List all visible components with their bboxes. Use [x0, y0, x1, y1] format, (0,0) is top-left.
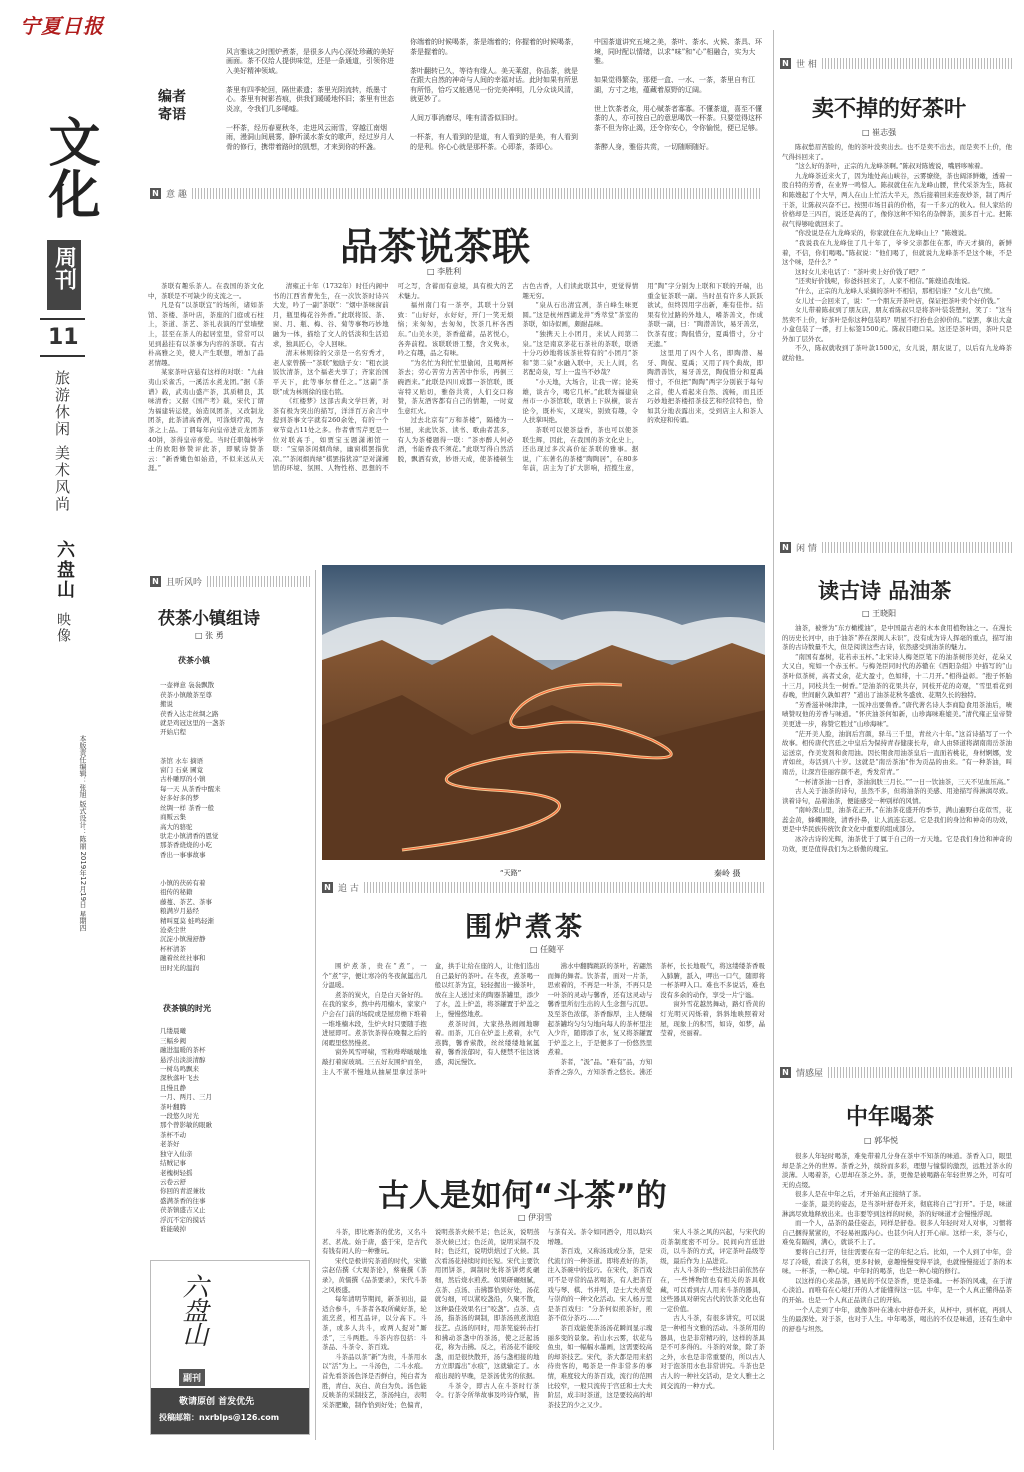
section-title: 文化 [39, 115, 100, 219]
editor-note: 风言雅谈之时围炉煮茶，是很多人内心深处珍藏的美好画面。茶不仅给人提供味觉，还是一条通道，引领你进入美好精神领域。 茶里有四季轮回，隔世素遗；茶里光阴流转，纸墨寸心。茶里有树影苔痕，供我们暖暖地怀旧；茶里有世态炎凉，令我们几多唏嘘。 一杯茶，经历春夏秋冬，走进风云雨雪，穿越江南烟雨，漫洞山间晨雾，静听溪水茶女的歌声，经过岁月人骨的修行，携带着路时的凯想，才来到你的杯盏。 你端着的时候喝茶，茶是端着的；你握着的时候喝茶，茶是握着的。 茶叶翻转已久，等待有缘人。美天莱甜，你品茶，就是在跟大自然的神奇与人间的幸福对话。此时如果有所思有所悟，恰巧又能遇见一份完美神明，几分众谈风清，就更妙了。 人间万事消磨尽，唯有清香似旧时。 一杯茶，有人看到的是道，有人看到的是美，有人看到的是利。你心心就是那杯茶。心即茶，茶即心。 中国茶道讲究五境之美，茶叶、茶水、火候、茶具、环境，同时配以情绪，以求“味”和“心”相融合，实为大雅。 如果觉得繁杂，那便一盒、一水、一茶，茶里自有江湖，方寸之地，蕴藏着原野的辽阔。 世上饮茶者众，用心赋茶者寡寡。不懂茶道，喜至不懂茶的人，亦可按自己的意思喝饮一杯茶。只要觉得这杯茶不但为你止渴，还令你安心，令你愉悦，便已足够。 茶醉人身，雅俗共赏，一切随顺随好。 [226, 38, 762, 151]
masthead [0, 0, 145, 1472]
liupanshan-calligraphy: 六盘山 [178, 1273, 208, 1345]
leisure-byline: □ 王晓阳 [862, 609, 897, 618]
leisure-body: 油茶，被誉为“东方橄榄油”，是中国最古老的木本食用植物油之一。在漫长的历史长河中，由于油茶“养在深闺人未识”，没有成为诗人挥毫的重点，描写油茶的古诗数量不大，但是阅读这些古诗，依然感受到油茶的魅力。 “南国有嘉树，花若赤玉杯。”北宋诗人梅尧臣笔下的油茶树形美好，花朵又大又白，宛如一个赤玉杯。与梅尧臣同时代的苏辙在《西阳杂组》中描写的“山茶叶似茶树，高者丈余，花大盈寸，色如绯，十二月开。”相得益彰。“抱子怀胎十三月，同枝共生一树香。”是油茶的花果共存，同枝开花的奇观，“雪里看花到春晚，世间耐久孰如君？”道出了油茶花秋冬盛放、花期久长的独特。 “芳香滋补味津津，一饭冲出要鲁香。”唐代著名诗人李商隐食用茶油后，啧啧赞叹他的芳香与味道。“怀庆油茶何如新，山珍海味难媲美。”清代雍正皇帝赞美更进一步，称赞它胜过“山珍海味”。 “茫开美人脸，油润后宫颜，驿马三千里，青丝六十年。”这首诗描写了一个故事。相传唐代宫廷之中皇后为保持青春健康长寿，命人由驿道将湖南南岳茶油运送京，作美发剂和食用油。因长期食用油茶皇后一直面若桃花，身材婀娜，发青如丝，寿活到八十岁。这就是“南岳茶油”作为贡品的由来。“有一种茶油，叫南岳，让深宫佳丽容颜不老，秀发常青。” “一杯清茶油一日香，茶油润肤三月长。”“一日一饮油茶，三天不见血压高。” 古人关于油茶的诗句，虽然不多，但将油茶的美感、用途描写得淋漓尽致。读着诗句，品着油茶，便能感受一种别样的风情。 “南岭深山里，油茶花正开。”在油茶花盛开的季节，满山遍野白花似雪，花蕊金黄，蜂蝶围绕，清香扑鼻，让人流连忘返。它是我们的身边和神奇的功效，更是中华民族传统饮食文化中重要的组成部分。 冰冷古诗的光辉，油茶优于了属于自己的一方天地。它是我们身边和神奇的功效，更是值得我们为之骄傲的瑰宝。 [782, 624, 1012, 853]
douchao-body: 斗茶，即比赛茶的优劣，又名斗茗、茗战。始于唐，盛于宋，是古代有钱有闲人的一种雅玩。 宋代是极讲究茶道的时代，宋徽宗赵佶撰《大观茶论》，蔡襄撰《茶录》，黄儒撰《品茶要录》，宋代斗茶之风极盛。 每年清明节期间，新茶初出，最适合参斗，斗茶者各取所藏好茶，轮流烹煮，相互品评，以分高下。斗茶，或多人共斗，或两人捉对“厮杀”，三斗两胜。斗茶内容包括：斗茶品、斗茶令、茶百戏。 斗茶品以茶“新”为贵，斗茶用水以“活”为上。一斗汤色，二斗水痕。首先看茶汤色泽是否鲜白，纯白者为胜，青白、灰白、黄白为负。汤色能反映茶的采制技艺，茶汤纯白，表明采茶肥嫩，制作恰到好处；色偏青，说明蒸茶火候不足；色泛灰，说明蒸茶火候已过；色泛黄，说明采制不及时；色泛红，说明烘焙过了火候。其次看汤花持续时间长短。宋代主要饮用团饼茶，调制时先将茶饼烤炙碾细，然后烧水煎煮。如果研碾细腻，点茶、点汤、击拂都恰到好处，汤花就匀细，可以紧咬盏沿，久聚不散，这种最佳效果名曰“咬盏”。点茶、点汤，指茶汤的调制，即茶汤煎煮沏泡技艺。点汤的同时，用茶筅旋转击打和拂动茶盏中的茶汤，使之泛起汤花，称为击拂。反之，若汤花不能咬盏，而是很快散开，汤与盏相接的地方立即露出“水痕”，这就输定了。水痕出现的早晚，是茶汤优劣的依据。 斗茶令，即古人在斗茶时行茶令。行茶令所举故事及吟诗作赋，皆与茶有关。茶令如同酒令，用以助兴增趣。 茶百戏，又称汤戏或分茶，是宋代流行的一种茶道。即将煮好的茶，注入茶碗中的技巧。在宋代，茶百戏可不是寻常的品茗喝茶，有人把茶百戏与琴、棋、书并列，是士大夫喜爱与崇尚的一种文化活动。宋人杨万里是茶百戏归：“分茶何似煎茶好，煎茶不似分茶巧……” 茶百戏能使茶汤汤花瞬间显示瑰丽多变的景象。若山水云雾，状花鸟鱼虫，如一幅幅水墨画，这需要较高的却茶技艺。宋代，茶大都是用来招待贵客的，喝茶是一件非常多的事情，难度较大的茶百戏，流行的范围比较窄，一般只流传于宫廷和士大夫阶层，成丰时茶道，这是要较高的却茶技艺的少之又少。 宋人斗茶之风的兴起，与宋代的贡茶制度密不可分。民间向宫廷进贡，以斗茶的方式，评定茶叶品级等级，最后作为上品进贡。 古人斗茶的一些技法目前依然存在，一些博物馆也有相关的茶具收藏，可以看到古人用来斗茶的器具，这些器具对研究古代的饮茶文化也有一定价值。 古人斗茶，有很多讲究，可以说是一种相当文雅的活动。斗茶所用的器具，也是非常精巧的，这样的茶具是不可多得的。斗茶的对象，除了茶之外，水也是非常重要的，所以古人对于泡茶用水也非常讲究。斗茶也是古人的一种社交活动，是文人雅士之间交流的一种方式。 [322, 1228, 765, 1409]
poems-subtitle-1: 茯茶小镇 [178, 656, 210, 665]
newspaper-logo: 宁夏日报 [20, 14, 104, 38]
emotion-byline: □ 郭华悦 [864, 1136, 899, 1145]
emotion-body: 很多人年轻时喝茶，难免带着几分身在茶中不知茶的味道。茶香入口，眼里却是茶之外的世界。茶香之外，缤纷而多彩，理想与憧憬的激烈，远胜过茶水的淡薄。人喝着茶，心思却在茶之外。茶，更像是被喝路在年轻世界之外，可有可无的点缀。 很多人是在中年之后，才开始真正接纳了茶。 一壶茶，最美的姿态，是当茶叶舒卷开来，彻底将自己“打开”。于是，味道淋漓尽致地释放出来。也非要等到这样的时候，茶的好味道才会慢慢浮现。 而一个人，品茶的最佳姿态，同样是舒卷。很多人年轻时对人对事，习惯将自己捆得紧紧的，不轻易袒露内心。也甚少向人打开心扉。这样一来，茶与心，难免有隔阂，满心，就谈不上了。 要将自己打开，往往需要在有一定的年纪之后。比如，一个人到了中年，尝尽了冷暖，看淡了名利，更多时候，意趣慢慢变得平淡，也就慢慢接近了茶的本味。一杯茶，一种心境。中年时的喝茶，也是一种心境的修行。 以这样的心来品茶，遇见的不仅是茶香，更是茶魂。一杯茶的风魂，在于清心淡泊。而唯有在心境打开的人才能懂得这一层。中年，是一个人真正懂得品茶的开始。也是一个人真正品读自己的开始。 一个人走到了中年，就像茶叶在沸水中舒卷开来，从杯中，到杯底，再到人生的最深处。对于茶，也对于人生。中年喝茶，喝出的不仅是味道，还有生命中的舒卷与坦然。 [782, 1152, 1012, 1333]
photo-caption: “天路” [500, 869, 522, 877]
weekly-badge: 周刊 [47, 240, 81, 310]
columns-subtitle: 映像 [55, 612, 71, 644]
liupanshan-box [150, 1260, 310, 1435]
douchao-byline: □ 伊羽雪 [518, 1213, 553, 1222]
poems-title: 茯茶小镇组诗 [158, 609, 260, 629]
poems-subtitle-2: 茯茶镇的时光 [163, 1004, 211, 1013]
poems-body-1: 一壶禅意 袅袅飘散 茯茶小镇敞茶至尊 搬说 茯香入达走丝绸之路 就是鸡冠这里的一盏茶 开始启程 茶馆 水车 摘语 窗门 石桌 圃竟 古朴雕厚的小镇 每一天 从茶香中醒来 好多好多的梦 丝绸一样 茶香一般 商贩云集 高大的骆驼 驮走小镇清香的恩觉 那茶香烧烧的小吃 香出一事事故事 小镇的茯砖有着 祖传的秘籍 藤蔓、茶艺、茶事 粮满岁月悬经 精叫夏莫 蛙鸣轻渐 沧桑尘世 沉淀小镇漫舒静 杯杯清茶 融着丝丝社事和 田时光的温润 [160, 681, 225, 972]
leisure-title: 读古诗 品油茶 [818, 579, 952, 603]
editor-credits: 本版责任编辑：张旭 版式设计：陈丽 2019年12月19日 星期四 [79, 735, 87, 932]
columns-title: 六盘山 [54, 540, 75, 600]
section-tag-zhuigu: N 追 古 [322, 880, 765, 894]
ancient-body: 围炉煮茶，贵在“煮”，一个“煮”字，便让寒冷的冬夜氤氲出几分温暖。 煮茶的炭火，自是白天备好的。在我的家乡，熬中药用楠木，家家户户会在门前的场院或是屋房檐下堆着一堆堆楠木段，生炉火时只要随手抱进屋即可。煮茶饮茶得在晚餐之后的闲暇里悠然慢煮。 窗外风雪呼啸，雪粒哔哔啵啵地敲打着窗玻璃。三五好友围炉而坐，主人不紧不慢地从抽屉里拿过茶叶盒，拱手让给在座的人，让他们选出自己最好的茶叶。在冬夜，煮茶喝一般以红茶为宜，轻轻握出一撮茶叶，放在主人送过来的陶器茶罐里，添少了水，盖上炉盖，将茶罐置于炉盖之上，慢慢悠地煮。 煮茶时间，大家热热闹闹地聊着。而茶，兀自在炉盖上煮着，水气蒸腾，馨香萦散，丝丝缕缕地氤氲着，馨香浓郁时，有人便禁不住这诱惑，渴沅慢饮。 沸水中翻腾跳跃的茶叶，若翩然而舞的舞者。饮茶者，面对一片茶，思索着的，不再是一叶茶，不再只是一叶茶的灵动与馨香，还有这灵动与馨香里所衍生出的人生念想与沉思。及至茶色浓郁，茶香醇厚，主人便端起茶罐均匀匀匀地向每人的茶杯里注入少许，随即添了水，复又将茶罐置于炉盖之上，于是便多了一份悠然里煮着。 茶者，“汲”品。“难有”品，方知茶香之弥久，方知茶香之悠长。沸还茶杯，长长地吸气，将这缕缕茶香吸入肺腑，舐入，呷出一口气，随即将一杯茶呷入口。难也不多说话，难也没有多余的动作，享受一片宁谧。 窗外雪花越然舞动，路灯昏黄的灯光明灭闪烁着，斜斜地映照着对屋，现象上的积雪，如诗，如梦，晶莹着，亮丽着。 [322, 962, 765, 1076]
liupanshan-footer: 敬请原创 首发优先 投稿邮箱：nxrblps@126.com [151, 1388, 309, 1434]
emotion-title: 中年喝茶 [846, 1105, 935, 1130]
landscape-photo [322, 565, 765, 860]
main-article-byline: □ 李胜利 [427, 267, 462, 276]
submission-email[interactable]: 投稿邮箱：nxrblps@126.com [159, 1413, 280, 1422]
ancient-title: 围炉煮茶 [465, 912, 585, 943]
main-article-title: 品茶说茶联 [340, 225, 531, 269]
liupanshan-label: 副刊 [179, 1369, 205, 1386]
photo-credit: 秦岭 摄 [714, 869, 741, 878]
ancient-byline: □ 任随平 [530, 945, 565, 954]
world-body: 陈叔愁眉苦脸的，他的茶叶没卖出去。也不是卖不出去，而是卖不上价，他气得抖回来了。 “这么好的茶叶，正宗的九龙峰茶啊。”陈叔对陈嫂说，嘴唇哆嗦着。 九龙峰茶近来火了，因为地处高山峡谷，云雾缭绕，茶也阔泽鲜嫩，透着一股自特的芳香，在业界一鸣惊人。陈叔就住在九龙峰山腰，世代采茶为生，陈叔和陈嫂起了个大早，两人在山上忙活大半天，然后接着回来连夜炒茶，制了两斤干茶，让陈叔兴奋不已。按照市场目前的价格，有一千多元的收入。但人家给的价格却是三四百，说还是高的了，像你这种不知名的杂牌茶，顶多百十元。把陈叔气得够呛就回来了。 “你没说是在九龙峰采的，你家就住在九龙峰山上？”陈嫂说。 “我说我在九龙峰住了几十年了，爷爷父亲都住在那，昨天才摘的，新鲜着，不信，你们喝喝。”陈叔说：“他们喝了，但就说九龙峰茶不是这个味，不是这个味，是什么？” 这时女儿来电话了：“茶叶卖上好价钱了吧？” “还卖好价钱呢，你爸抖回来了，人家不相信。”陈嫂追我地说。 “什么，正宗的九龙峰人采摘的茶叶不相信，那相信谁？”女儿也气愤。 女儿过一会回来了，说：“一个朋友开茶叶店，保证把茶叶卖个好价钱。” 女儿带着陈叔到了朋友店，朋友看陈叔只是将茶叶装袋塑封，笑了：“这当然卖不上价，好茶叶是你这种包装吗？明星不打扮也会掉价的。”说罢，拿出大盒小盒包装了一番，打上标签1500元。陈叔目瞪口呆。这还是茶叶吗，茶叶只是外加了层外衣。 不久，陈叔就收到了茶叶款1500元，女儿说，朋友说了，以后有九龙峰茶就给他。 [782, 143, 1012, 363]
section-tag-shixiang: N 世 相 [780, 56, 1012, 70]
poems-body-2: 几缕晨曦 三幅乡阙 融进温暖的茶杯 悬浮出淡淡清醇 一树岛鸣飘来 深秋落叶飞去 且慢且静 一月、两月、三月 茶叶翻腾 一段悠久时光 那个曾影敏的眼瞅 茶杯不动 老茶好 独守入仙亲 结贼记事 老槐树轻摇 云卷云舒 你回的青涩兼妆 盛满茶香的往事 茯茶镇盛吉又止 浮沉不定的摸话 谁能破掉 [160, 1027, 212, 1233]
poems-byline: □ 张 勇 [195, 631, 224, 640]
section-tag-yiqu: N 意 趣 [150, 186, 762, 200]
douchao-title: 古人是如何“斗茶”的 [378, 1178, 667, 1214]
section-themes: 旅游休闲 美术风尚 [53, 370, 71, 513]
main-article-body: 茶联有趣乐茶人。在我国的茶文化中，茶联是不可缺少的支流之一。 凡是有“以茶联宜”的场所，诸如茶馆、茶楼、茶叶店，茶座的门庭或石柱上，茶道、茶艺、茶礼表演的厅堂墙壁上，甚至在茶人的起居室里，常常可以见到悬挂有以茶事为内容的茶联。有古朴高雅之美，使人产生联想，增加了品茗情趣。 某家茶叶店悬有这样的对联：“九曲夷山采雀舌，一溪活水煮龙团。”据《茶谱》载，武夷山盛产茶，其质精良，其味清香；又据《国产考》载，宋代丁谓为福建转运使，始造凤团茶，又改制龙团茶，此茶清高香冽，可涤烦疗渴，为茶之上品。丁谓每年向皇帝进贡龙团茶40饼，茶得皇帝喜爱。当时任职翰林学士的欧阳修赞评此茶，即赋诗赞茶云：“新香嫩色如始造，不似来远从天涯。” 清雍正十年（1732年）时任内阁中书的江西省曹先生，在一次饮茶时诗兴大发，吟了一副“茶联”：“烟中茶味窗前月，瓶里梅花谷外香。”此联将饭、茶、窗、月、瓶、梅、谷、菊等事物巧妙地融为一体，描绘了文人的恬淡和生活追求，独具匠心，令人回味。 清末林则徐的父亲是一名穷秀才，老人家曾撰一“茶联”勉励子女：“粗衣淡饭饮清茶，这个福老夫享了；齐家治国平天下，此等事尔曹任之。”这副“茶联”成为林则徐的座右铭。 《红楼梦》这部古典文学巨著，对茶有极为突出的描写，洋洋百万余言中提到茶事文字就有260余处，有的一个章节竟占11处之多。作者曹雪芹更是一位对联高手，如贾宝玉题潇湘馆一联：“宝鼎茶闲烟尚绿，幽窗棋罢指犹凉。”“茶闲烟尚绿”棋罢指犹凉”是对潇湘馆的环境、氛围、人物性格、思想的不可之写，含蓄而有意境，具有极大的艺术魅力。 福州南门有一茶亭，其联十分别致：“山好好，水好好，开门一笑无烦恼；来匆匆，去匆匆，饮茶几杯各西东。”山美水美，茶香蕴蓄，品茗悦心，各奔前程。该联联语工整，含义隽永，吟之有趣，品之有味。 “为名忙为利忙忙里偷闲，且喝两杯茶去；劳心苦劳力苦苦中作乐，再倒三碗酒来。”此联是四川成都一茶馆联，既寄特又贴切，雅俗共赏，人们交口称赞，茶友酒客都有自己的情趣，一时竟生意红火。 过去北京有“万和茶楼”，隔楼为一书屋，来此饮茶、读书、歌曲者甚多，有人为茶楼题得一联：“茶亦醉人何必酒，书能香我不须花。”此联写得自然活脱，飘洒有致，妙语天成，使茶楼顿生古色古香，人们读此联其中，更觉得情趣无穷。 “泉从石出清宜冽，茶自峰生味更圆。”这是杭州西湖龙井“秀萃堂”茶室的茶联，如诗似画，颇耐品味。 “独携天上小团月，来试人间第二泉。”这是南京茅花石茶社的茶联，联语十分巧妙地将该茶社特有的“小团月”茶和“第二泉”水融入联中，天上人间，名茗配奇泉，写上一盅当不妙哉？ “小天地，大场合，让我一席；论英雄，谈古今，喝它几杯。”此联为福建泉州市一小茶馆联，联语上下纵横，谈古论今，既朴实，又现实，别致有趣，令人扶掌叫绝。 茶联可以使茶益香，茶也可以使茶联生辉，因此，在我国的茶文化史上，还出现过多次高价征茶联的雅事。据说，广东著名的茶楼“陶陶居”，在80多年前，店主为了扩大影响，招揽生意，用“陶”字分别为上联和下联的开端，出重金征茶联一副。当时虽有许多人跃跃欲试，但终因用字出新，难有佳作。结果有位过路的外地人，嗜茶善文，作成茶联一副，曰：“陶潜善饮，易牙善烹，饮茶有度；陶侃惜分，夏禹惜寸，分寸无遗。” 这里用了四个人名，即陶潜、易牙、陶侃、夏禹；又用了四个典故，即陶潜善饮，易牙善烹，陶侃惜分和夏禹惜寸，不但把“陶陶”两字分别嵌于每句之首，使人看起来自然、流畅，而且还巧妙地把茶楼招茶技艺和经营特色，恰如其分地表露出来，受到店主人和茶人的欢迎和传诵。 [148, 282, 763, 473]
editor-note-label: 编者寄语 [158, 89, 186, 123]
world-title: 卖不掉的好茶叶 [812, 97, 967, 122]
section-tag-poems: N 且听风吟 [150, 574, 310, 588]
section-tag-qinggan: N 情感屋 [780, 1065, 1012, 1079]
world-byline: □ 崔志强 [862, 128, 897, 137]
page-number: 11 [48, 325, 79, 350]
section-tag-xianqing: N 闲 情 [780, 540, 1012, 554]
